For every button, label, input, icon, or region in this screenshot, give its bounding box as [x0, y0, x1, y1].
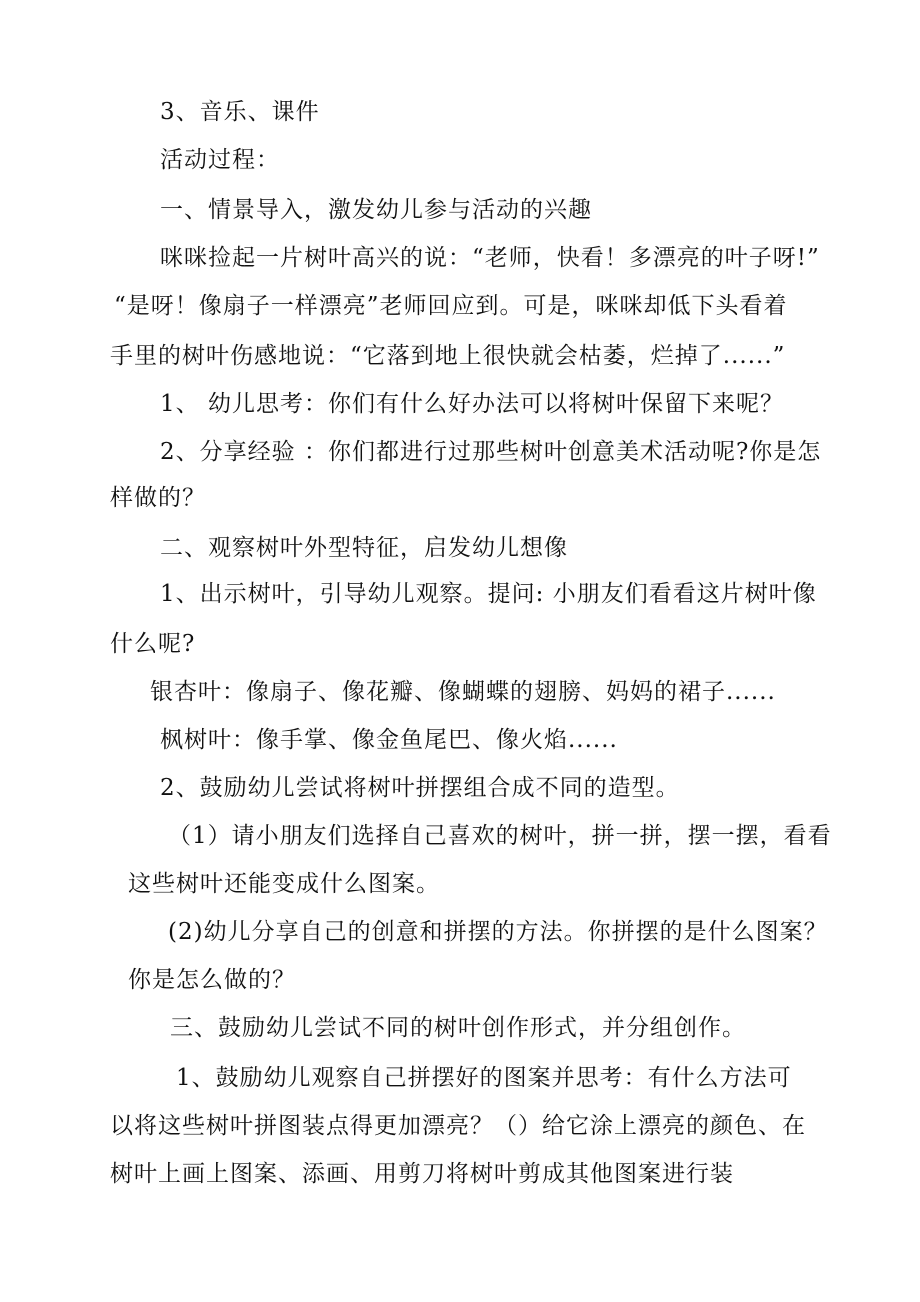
- section-1-heading: 一、情景导入，激发幼儿参与活动的兴趣: [160, 197, 592, 223]
- section-3-heading: 三、鼓励幼儿尝试不同的树叶创作形式，并分组创作。: [170, 1015, 746, 1041]
- section-1-item-1: 1、 幼儿思考：你们有什么好办法可以将树叶保留下来呢？: [160, 391, 784, 417]
- section-1-item-2: 2、分享经验 ：你们都进行过那些树叶创意美术活动呢?你是怎: [160, 439, 822, 465]
- section-3-item-1: 1、鼓励幼儿观察自己拼摆好的图案并思考：有什么方法可: [176, 1065, 792, 1091]
- section-2-item-2: 2、鼓励幼儿尝试将树叶拼摆组合成不同的造型。: [160, 775, 680, 801]
- maple-leaf-line: 枫树叶：像手掌、像金鱼尾巴、像火焰......: [160, 727, 618, 753]
- paragraph-line: 你是怎么做的？: [128, 967, 296, 993]
- paragraph-line: “是呀！像扇子一样漂亮”老师回应到。可是，咪咪却低下头看着: [114, 293, 788, 319]
- activity-process-heading: 活动过程：: [160, 147, 280, 173]
- paragraph-line: 这些树叶还能变成什么图案。: [128, 871, 440, 897]
- paragraph-line: 手里的树叶伤感地说：“它落到地上很快就会枯萎，烂掉了......”: [110, 343, 786, 369]
- sub-item-1: （1）请小朋友们选择自己喜欢的树叶，拼一拼，摆一摆，看看: [168, 823, 832, 849]
- paragraph-line: 样做的？: [110, 485, 206, 511]
- section-2-heading: 二、观察树叶外型特征，启发幼儿想像: [160, 535, 568, 561]
- paragraph-line: 什么呢?: [110, 631, 196, 657]
- sub-item-2: (2)幼儿分享自己的创意和拼摆的方法。你拼摆的是什么图案？: [168, 919, 828, 945]
- ginkgo-leaf-line: 银杏叶：像扇子、像花瓣、像蝴蝶的翅膀、妈妈的裙子......: [150, 679, 776, 705]
- paragraph-line: 咪咪捡起一片树叶高兴的说：“老师，快看！多漂亮的叶子呀!”: [160, 245, 820, 271]
- section-2-item-1: 1、出示树叶，引导幼儿观察。提问: 小朋友们看看这片树叶像: [160, 581, 817, 607]
- paragraph-line: 以将这些树叶拼图装点得更加漂亮？（）给它涂上漂亮的颜色、在: [110, 1113, 806, 1139]
- materials-item-3: 3、音乐、课件: [160, 99, 320, 125]
- paragraph-line: 树叶上画上图案、添画、用剪刀将树叶剪成其他图案进行装: [110, 1161, 734, 1187]
